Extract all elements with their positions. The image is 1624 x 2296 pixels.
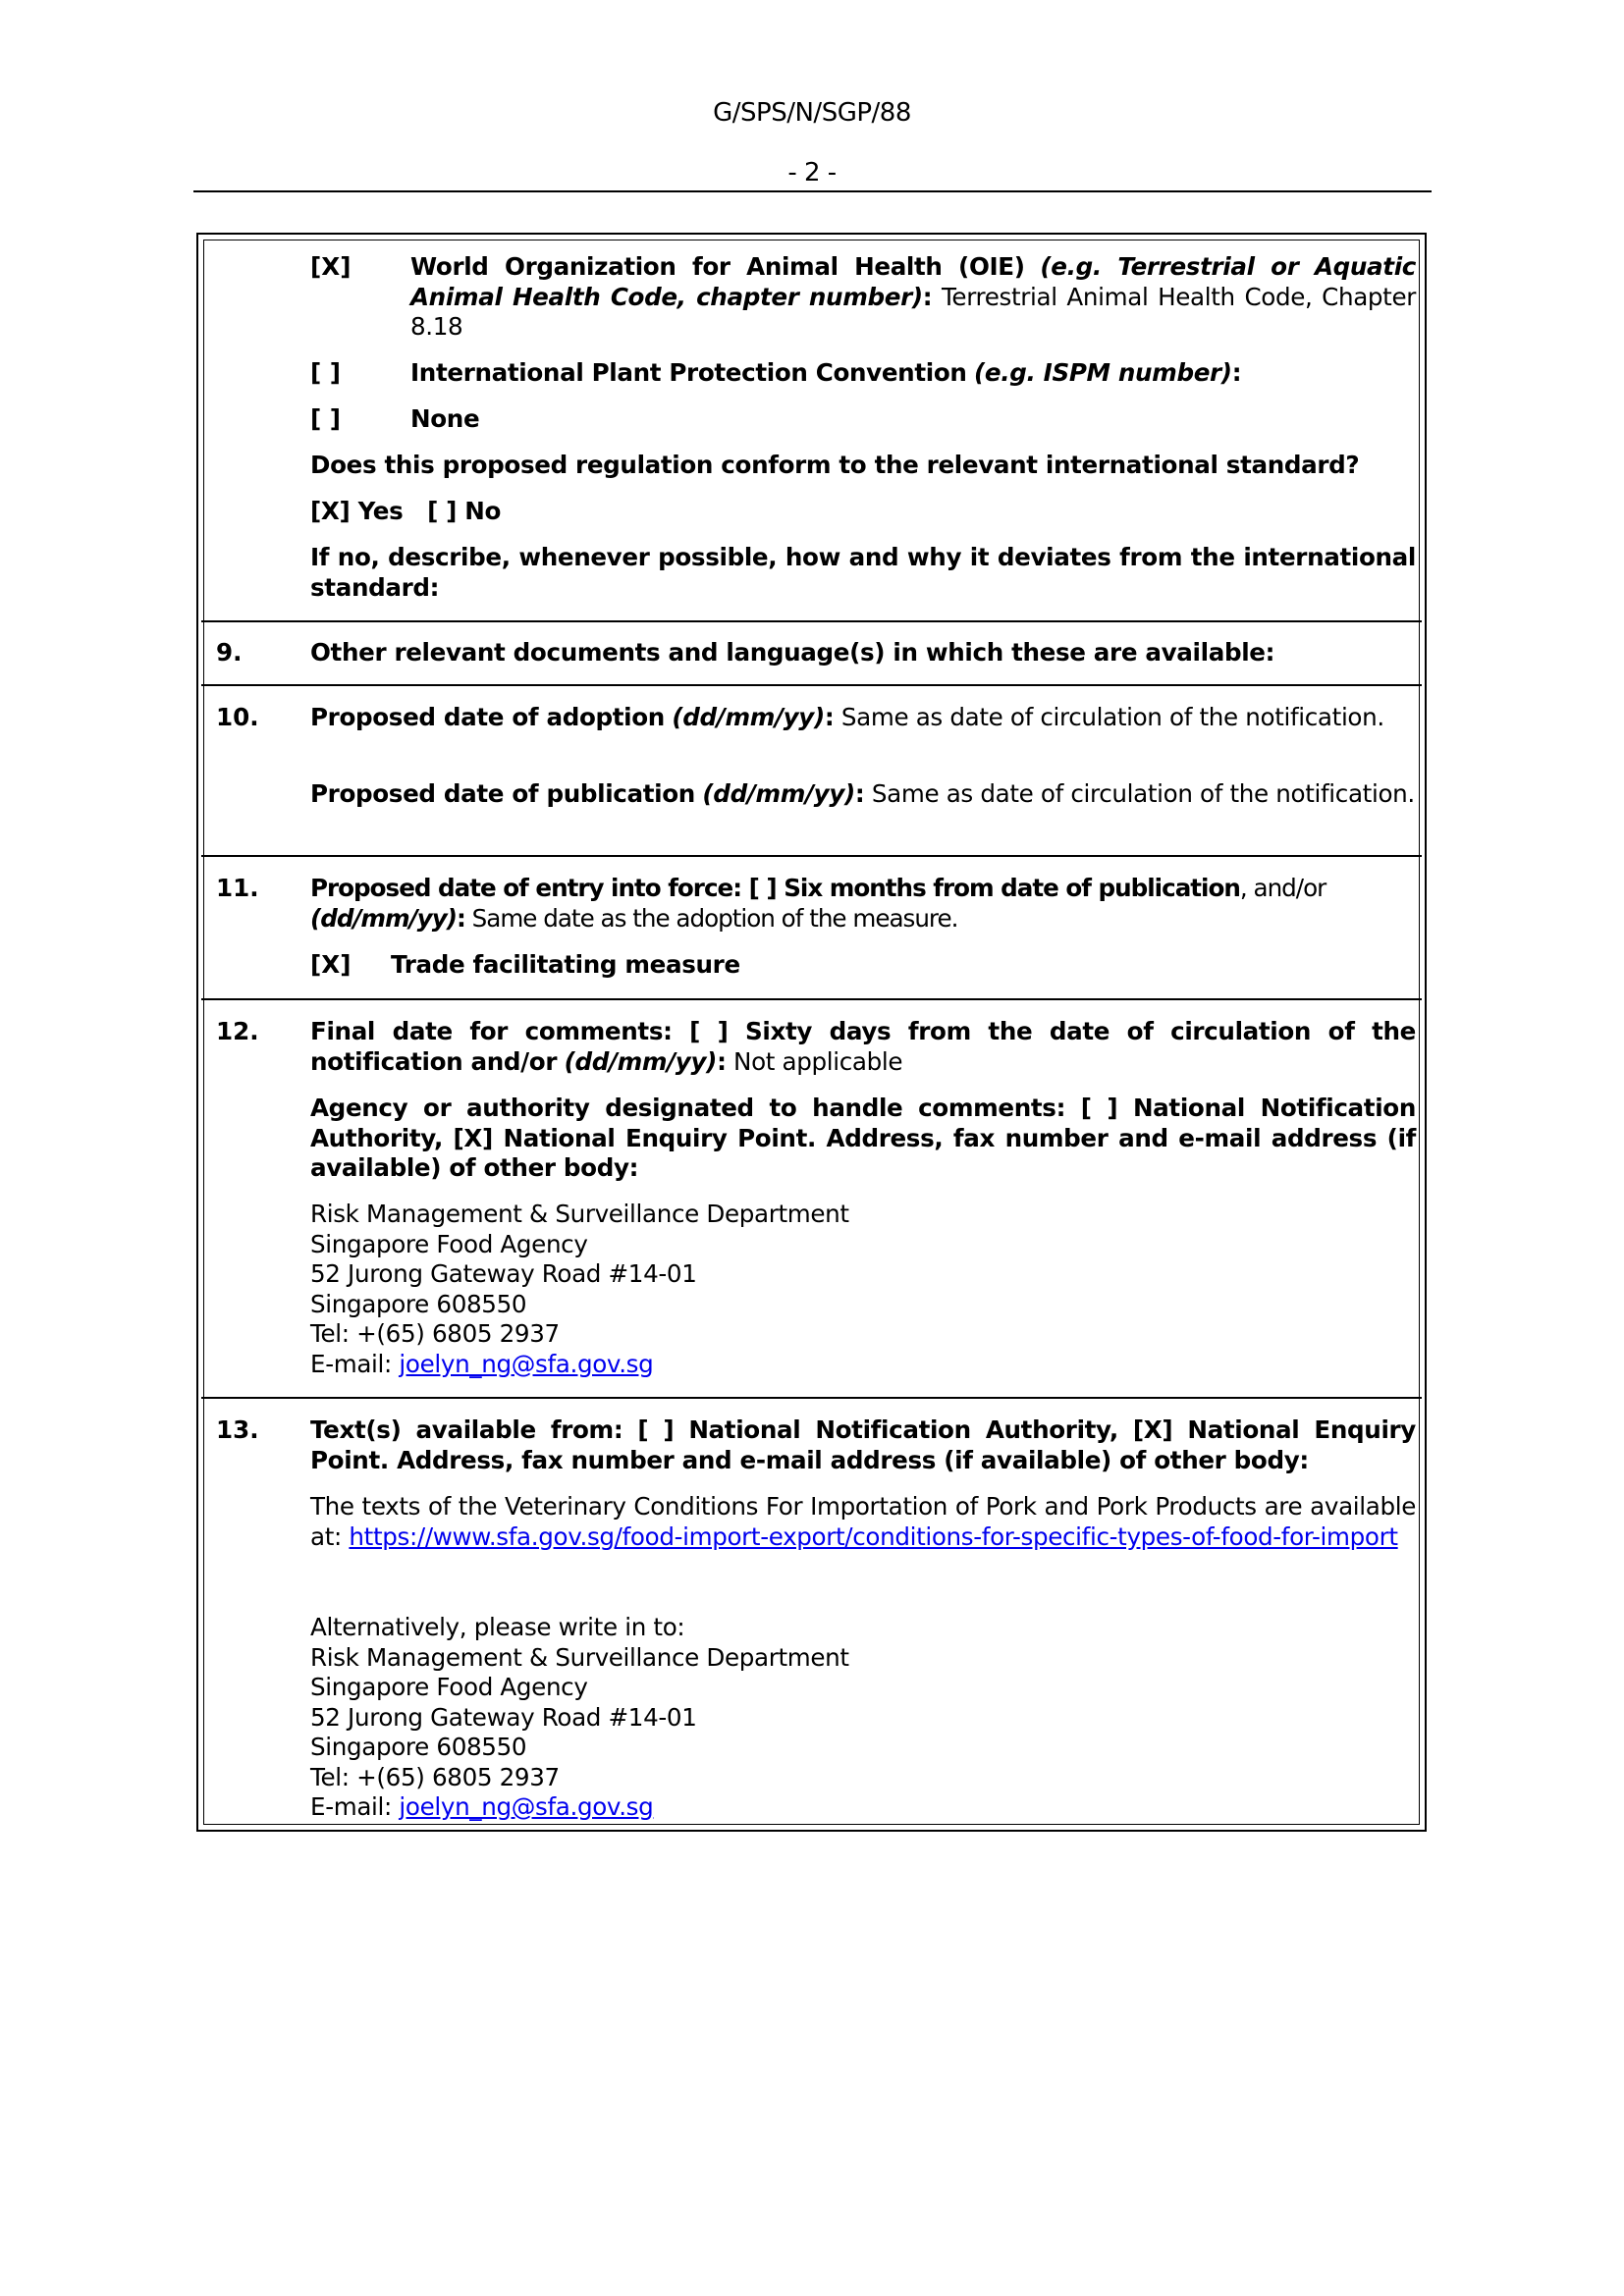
section-number-10: 10. <box>216 703 259 731</box>
row-divider <box>201 620 1422 622</box>
header-rule <box>193 190 1432 192</box>
address-line: Singapore Food Agency <box>310 1229 588 1258</box>
alternative-text: Alternatively, please write in to: <box>310 1613 685 1641</box>
conform-answer <box>310 497 501 527</box>
conform-yes-option: [X] Yes <box>310 497 404 525</box>
email-link[interactable]: joelyn_ng@sfa.gov.sg <box>399 1349 654 1378</box>
none-label: None <box>410 404 480 433</box>
document-symbol: G/SPS/N/SGP/88 <box>713 98 911 128</box>
row-divider <box>201 998 1422 1000</box>
entry-into-force-hint: (dd/mm/yy) <box>310 903 457 933</box>
conform-question: Does this proposed regulation conform to the relevant international standard? <box>310 451 1360 479</box>
ippc-label: International Plant Protection Convention <box>410 358 967 387</box>
row-divider <box>201 1397 1422 1399</box>
section-number-9: 9. <box>216 638 243 667</box>
section-9-label: Other relevant documents and language(s) in which these are available: <box>310 638 1275 667</box>
address-line: Singapore Food Agency <box>310 1673 588 1701</box>
row-divider <box>201 684 1422 686</box>
deviation-question: If no, describe, whenever possible, how and why it deviates from the international standard: <box>310 543 1416 602</box>
conform-no-option: [ ] No <box>427 497 502 525</box>
ippc-hint: (e.g. ISPM number) <box>974 358 1232 387</box>
entry-into-force-value: Same date as the adoption of the measure. <box>471 903 958 933</box>
address-line: 52 Jurong Gateway Road #14-01 <box>310 1702 697 1732</box>
row-divider <box>201 855 1422 857</box>
address-line: Tel: +(65) 6805 2937 <box>310 1762 560 1791</box>
section-number-11: 11. <box>216 874 259 902</box>
texts-available-label: Text(s) available from: [ ] National Notification Authority, [X] National Enquiry Point. Address, fax number and e-mail address (if available) of other body: <box>310 1415 1416 1474</box>
ippc-checkbox: [ ] <box>310 358 342 387</box>
address-line: Singapore 608550 <box>310 1289 527 1318</box>
entry-into-force: Proposed date of entry into force: [ ] Six months from date of publication, and/or (dd/mm/yy): Same date as the adoption of the measure. <box>310 874 1326 933</box>
email-link[interactable]: joelyn_ng@sfa.gov.sg <box>399 1792 654 1821</box>
publication-date: Proposed date of publication (dd/mm/yy): Same as date of circulation of the notification. <box>310 779 1415 808</box>
oie-hint: (e.g. Terrestrial or Aquatic Animal Health Code, chapter number) <box>410 252 1417 311</box>
alternative-address-block <box>310 1613 849 1823</box>
final-date-hint: (dd/mm/yy) <box>564 1046 718 1076</box>
address-line: Tel: +(65) 6805 2937 <box>310 1319 560 1348</box>
trade-facilitating-checkbox: [X] <box>310 950 352 979</box>
oie-label: World Organization for Animal Health (OIE) <box>410 252 1025 281</box>
adoption-label: Proposed date of adoption <box>310 703 665 731</box>
oie-value: Terrestrial Animal Health Code, Chapter 8.18 <box>410 282 1417 341</box>
page-number: - 2 - <box>787 158 837 187</box>
section-number-12: 12. <box>216 1017 259 1045</box>
oie-item: World Organization for Animal Health (OIE) (e.g. Terrestrial or Aquatic Animal Health Code, chapter number): Terrestrial Animal Health Code, Chapter 8.18 <box>410 252 1417 341</box>
texts-intro: The texts of the Veterinary Conditions For Importation of Pork and Pork Products are available at: <box>310 1492 1416 1551</box>
address-line: Risk Management & Surveillance Department <box>310 1200 849 1228</box>
oie-checkbox: [X] <box>310 252 352 281</box>
publication-hint: (dd/mm/yy) <box>702 779 855 808</box>
address-block <box>310 1200 849 1379</box>
final-date-label: Final date for comments: [ ] Sixty days from the date of circulation of the notification and/or <box>310 1017 1416 1076</box>
final-date-value: Not applicable <box>733 1046 903 1076</box>
adoption-hint: (dd/mm/yy) <box>672 703 825 731</box>
agency-label: Agency or authority designated to handle comments: [ ] National Notification Authority, [X] National Enquiry Point. Address, fax number and e-mail address (if available) of other body: <box>310 1094 1416 1182</box>
email-label: E-mail: <box>310 1792 400 1821</box>
adoption-date: Proposed date of adoption (dd/mm/yy): Same as date of circulation of the notification. <box>310 703 1384 731</box>
entry-into-force-label: Proposed date of entry into force: [ ] Six months from date of publication <box>310 874 1240 902</box>
address-line: Singapore 608550 <box>310 1733 527 1761</box>
address-line: 52 Jurong Gateway Road #14-01 <box>310 1259 697 1288</box>
publication-value: Same as date of circulation of the notification. <box>871 779 1415 808</box>
texts-available-info <box>310 1492 1416 1552</box>
ippc-item: International Plant Protection Convention (e.g. ISPM number): <box>410 358 1242 387</box>
adoption-value: Same as date of circulation of the notification. <box>840 703 1384 731</box>
address-line: Risk Management & Surveillance Department <box>310 1642 849 1672</box>
publication-label: Proposed date of publication <box>310 779 695 808</box>
none-checkbox: [ ] <box>310 404 342 433</box>
conditions-url-link[interactable]: https://www.sfa.gov.sg/food-import-export/conditions-for-specific-types-of-food-for-import <box>349 1522 1398 1551</box>
final-date-comments: Final date for comments: [ ] Sixty days from the date of circulation of the notification and/or (dd/mm/yy): Not applicable <box>310 1017 1416 1076</box>
email-label: E-mail: <box>310 1349 400 1378</box>
trade-facilitating-label: Trade facilitating measure <box>391 950 740 979</box>
section-number-13: 13. <box>216 1415 259 1444</box>
